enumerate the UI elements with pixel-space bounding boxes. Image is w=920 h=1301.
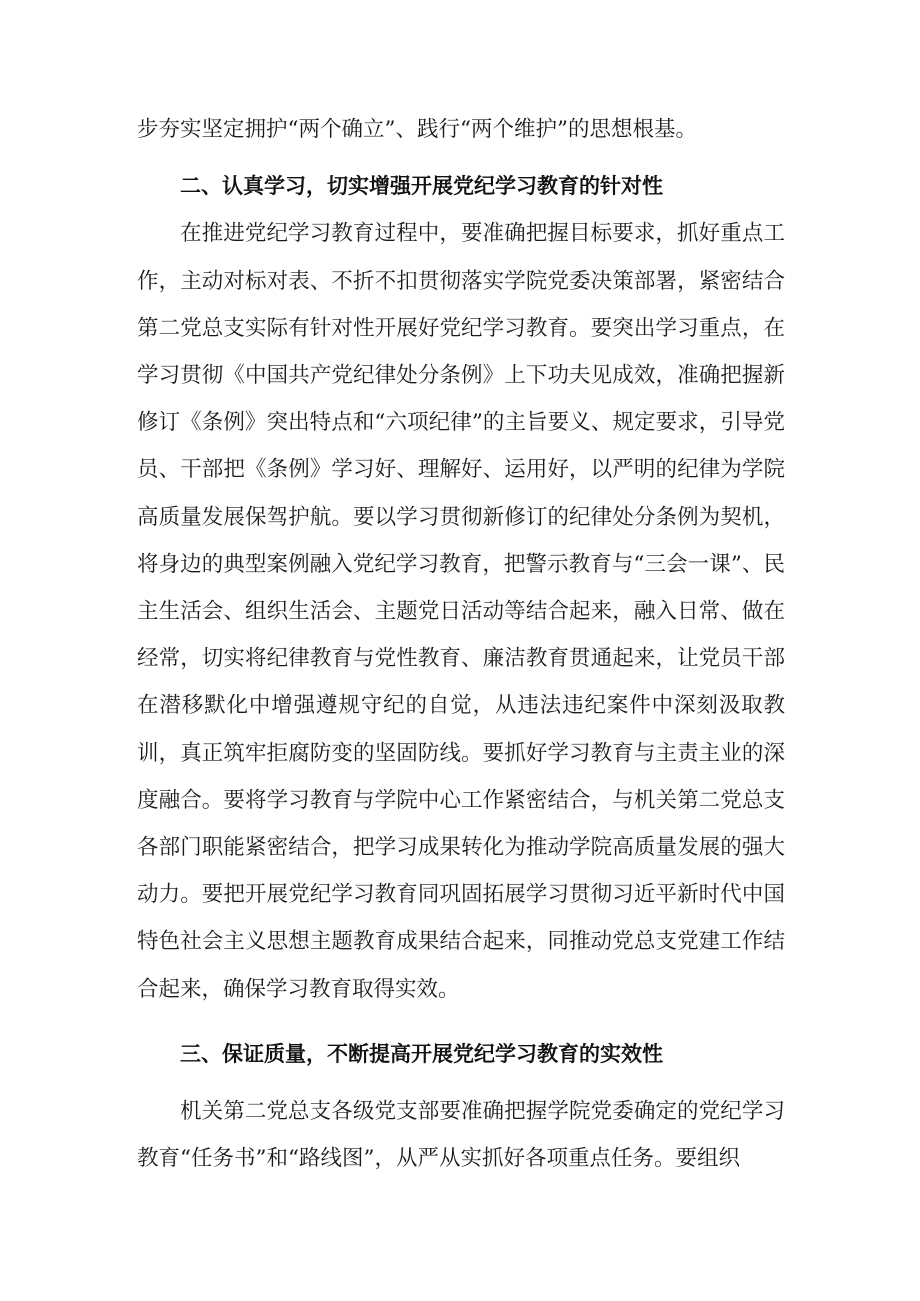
document-body (137, 106, 785, 1182)
section-2-paragraph: 在推进党纪学习教育过程中，要准确把握目标要求，抓好重点工作，主动对标对表、不折不扣贯彻落实学院党委决策部署，紧密结合第二党总支实际有针对性开展好党纪学习教育。要突出学习重点，在学习贯彻《中国共产党纪律处分条例》上下功夫见成效，准确把握新修订《条例》突出特点和“六项纪律”的主旨要义、规定要求，引导党员、干部把《条例》学习好、理解好、运用好，以严明的纪律为学院高质量发展保驾护航。要以学习贯彻新修订的纪律处分条例为契机，将身边的典型案例融入党纪学习教育，把警示教育与“三会一课”、民主生活会、组织生活会、主题党日活动等结合起来，融入日常、做在经常，切实将纪律教育与党性教育、廉洁教育贯通起来，让党员干部在潜移默化中增强遵规守纪的自觉，从违法违纪案件中深刻汲取教训，真正筑牢拒腐防变的坚固防线。要抓好学习教育与主责主业的深度融合。要将学习教育与学院中心工作紧密结合，与机关第二党总支各部门职能紧密结合，把学习成果转化为推动学院高质量发展的强大动力。要把开展党纪学习教育同巩固拓展学习贯彻习近平新时代中国特色社会主义思想主题教育成果结合起来，同推动党总支党建工作结合起来，确保学习教育取得实效。 (137, 221, 785, 1002)
section-2-heading: 二、认真学习，切实增强开展党纪学习教育的针对性 (180, 174, 663, 199)
section-3-paragraph: 机关第二党总支各级党支部要准确把握学院党委确定的党纪学习教育“任务书”和“路线图”，从严从实抓好各项重点任务。要组织 (137, 1099, 785, 1172)
lead-paragraph-fragment: 步夯实坚定拥护“两个确立”、践行“两个维护”的思想根基。 (137, 117, 697, 142)
section-3-heading: 三、保证质量，不断提高开展党纪学习教育的实效性 (180, 1041, 663, 1066)
